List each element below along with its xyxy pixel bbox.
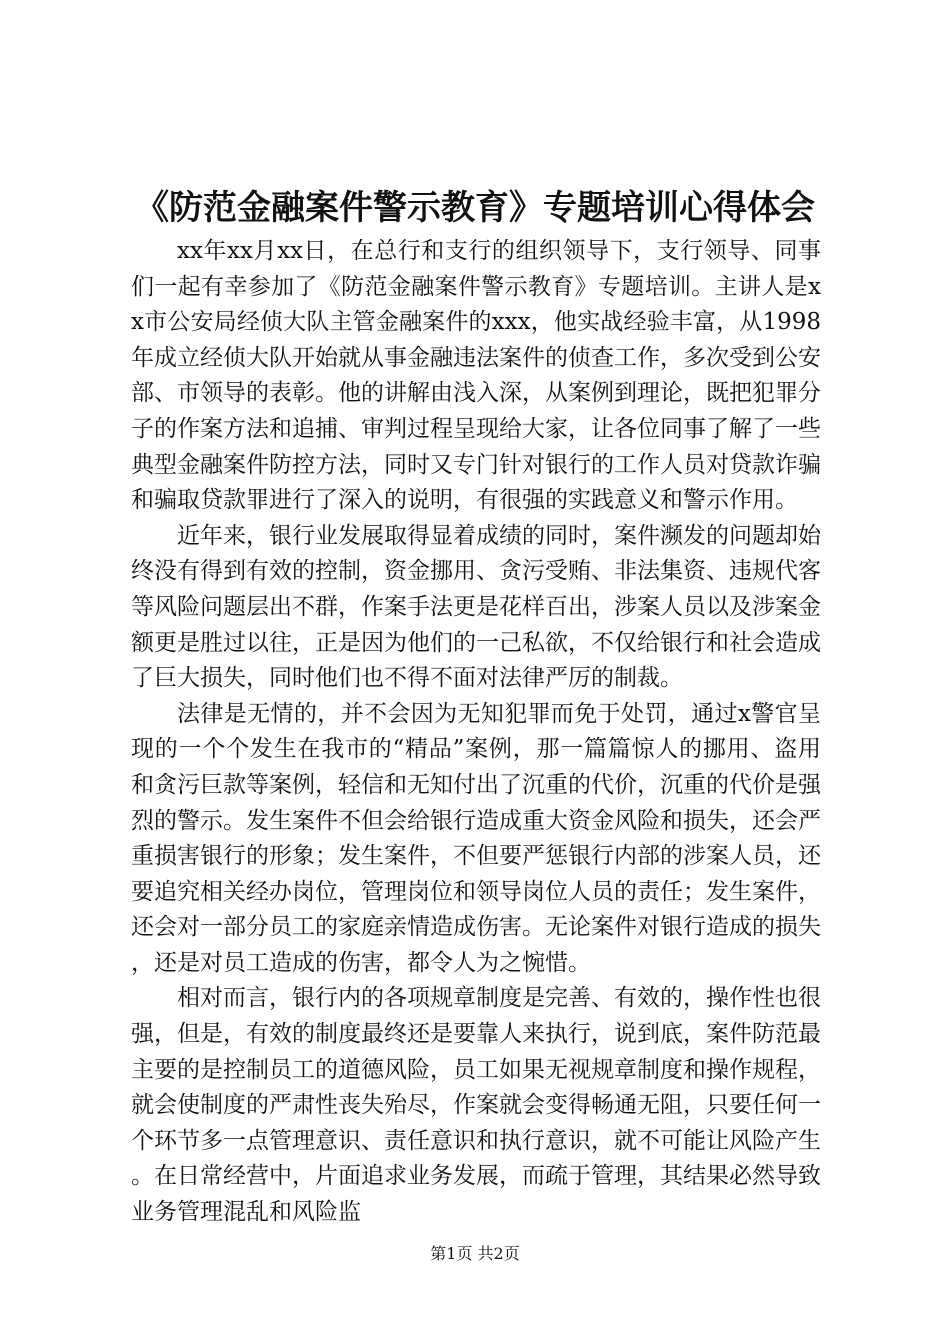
paragraph-2: 近年来，银行业发展取得显着成绩的同时，案件濒发的问题却始终没有得到有效的控制，资金挪用、贪污受贿、非法集资、违规代客等风险问题层出不群，作案手法更是花样百出，涉案人员以及涉案金额更是胜过以往，正是因为他们的一己私欲，不仅给银行和社会造成了巨大损失，同时他们也不得不面对法律严厉的制裁。 (131, 522, 821, 692)
paragraph-3: 法律是无情的，并不会因为无知犯罪而免于处罚，通过x警官呈现的一个个发生在我市的“精品”案例，那一篇篇惊人的挪用、盗用和贪污巨款等案例，轻信和无知付出了沉重的代价，沉重的代价是强烈的警示。发生案件不但会给银行造成重大资金风险和损失，还会严重损害银行的形象；发生案件，不但要严惩银行内部的涉案人员，还要追究相关经办岗位，管理岗位和领导岗位人员的责任；发生案件，还会对一部分员工的家庭亲情造成伤害。无论案件对银行造成的损失，还是对员工造成的伤害，都令人为之惋惜。 (131, 700, 821, 976)
page-number-footer: 第1页 共2页 (430, 1244, 520, 1263)
paragraph-4: 相对而言，银行内的各项规章制度是完善、有效的，操作性也很强，但是，有效的制度最终还是要靠人来执行，说到底，案件防范最主要的是控制员工的道德风险，员工如果无视规章制度和操作规程，就会使制度的严肃性丧失殆尽，作案就会变得畅通无阻，只要任何一个环节多一点管理意识、责任意识和执行意识，就不可能让风险产生。在日常经营中，片面追求业务发展，而疏于管理，其结果必然导致业务管理混乱和风险监 (131, 985, 821, 1226)
document-body (131, 234, 821, 1231)
document-title: 《防范金融案件警示教育》专题培训心得体会 (135, 188, 815, 228)
paragraph-1: xx年xx月xx日，在总行和支行的组织领导下，支行领导、同事们一起有幸参加了《防范金融案件警示教育》专题培训。主讲人是xx市公安局经侦大队主管金融案件的xxx，他实战经验丰富，从1998年成立经侦大队开始就从事金融违法案件的侦查工作，多次受到公安部、市领导的表彰。他的讲解由浅入深，从案例到理论，既把犯罪分子的作案方法和追捕、审判过程呈现给大家，让各位同事了解了一些典型金融案件防控方法，同时又专门针对银行的工作人员对贷款诈骗和骗取贷款罪进行了深入的说明，有很强的实践意义和警示作用。 (131, 238, 821, 514)
